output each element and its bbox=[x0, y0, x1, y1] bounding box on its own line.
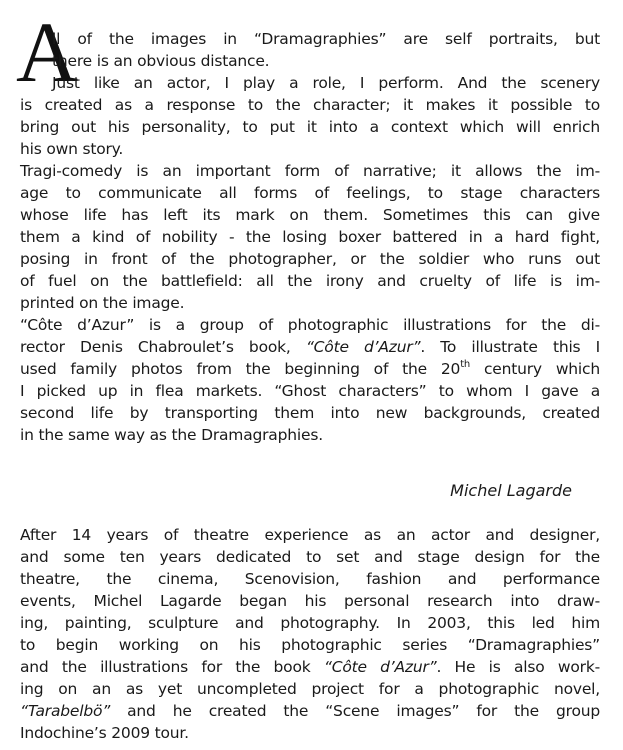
text-line: I picked up in flea markets. “Ghost characters” to whom I gave a bbox=[20, 382, 600, 400]
text-span: rector Denis Chabroulet’s book, bbox=[20, 338, 306, 356]
text-span: century which bbox=[470, 360, 600, 378]
superscript: th bbox=[460, 358, 471, 370]
book-title: “Côte d’Azur” bbox=[323, 658, 437, 676]
text-line: whose life has left its mark on them. Sometimes this can give bbox=[20, 206, 600, 224]
text-line: and some ten years dedicated to set and stage design for the bbox=[20, 548, 600, 566]
text-line bbox=[20, 358, 600, 380]
text-line: After 14 years of theatre experience as an actor and designer, bbox=[20, 526, 600, 544]
text-line: of fuel on the battlefield: all the irony and cruelty of life is im- bbox=[20, 272, 600, 290]
text-line: Just like an actor, I play a role, I perform. And the scenery bbox=[52, 74, 600, 92]
novel-title: “Tarabelbö” bbox=[20, 702, 111, 720]
text-line: is created as a response to the character; it makes it possible to bbox=[20, 96, 600, 114]
author-signature: Michel Lagarde bbox=[450, 481, 572, 500]
text-span: used family photos from the beginning of the 20 bbox=[20, 360, 461, 378]
text-line: printed on the image. bbox=[20, 294, 185, 312]
text-line: Tragi-comedy is an important form of narrative; it allows the im- bbox=[20, 162, 600, 180]
text-line: second life by transporting them into new backgrounds, created bbox=[20, 404, 600, 422]
text-line: Indochine’s 2009 tour. bbox=[20, 724, 189, 742]
text-line: events, Michel Lagarde began his personal research into draw- bbox=[20, 592, 600, 610]
text-line: to begin working on his photographic series “Dramagraphies” bbox=[20, 636, 600, 654]
text-line: his own story. bbox=[20, 140, 124, 158]
text-line bbox=[20, 700, 600, 722]
text-line: posing in front of the photographer, or the soldier who runs out bbox=[20, 250, 600, 268]
text-line: ll of the images in “Dramagraphies” are self portraits, but bbox=[52, 30, 600, 48]
text-line: ing, painting, sculpture and photography. In 2003, this led him bbox=[20, 614, 600, 632]
text-line: bring out his personality, to put it into a context which will enrich bbox=[20, 118, 600, 136]
text-line: “Côte d’Azur” is a group of photographic illustrations for the di- bbox=[20, 316, 600, 334]
text-line: there is an obvious distance. bbox=[52, 52, 270, 70]
text-line bbox=[20, 656, 600, 678]
drop-cap: A bbox=[16, 4, 79, 100]
text-line bbox=[20, 336, 600, 358]
text-span: . He is also work- bbox=[436, 658, 600, 676]
text-line: age to communicate all forms of feelings, to stage characters bbox=[20, 184, 600, 202]
text-line: them a kind of nobility - the losing boxer battered in a hard fight, bbox=[20, 228, 600, 246]
text-line: ing on an as yet uncompleted project for a photographic novel, bbox=[20, 680, 600, 698]
book-title: “Côte d’Azur” bbox=[305, 338, 421, 356]
text-line: theatre, the cinema, Scenovision, fashion and performance bbox=[20, 570, 600, 588]
text-span: and he created the “Scene images” for the group bbox=[110, 702, 600, 720]
text-span: . To illustrate this I bbox=[420, 338, 600, 356]
text-span: and the illustrations for the book bbox=[20, 658, 324, 676]
text-line: in the same way as the Dramagraphies. bbox=[20, 426, 323, 444]
